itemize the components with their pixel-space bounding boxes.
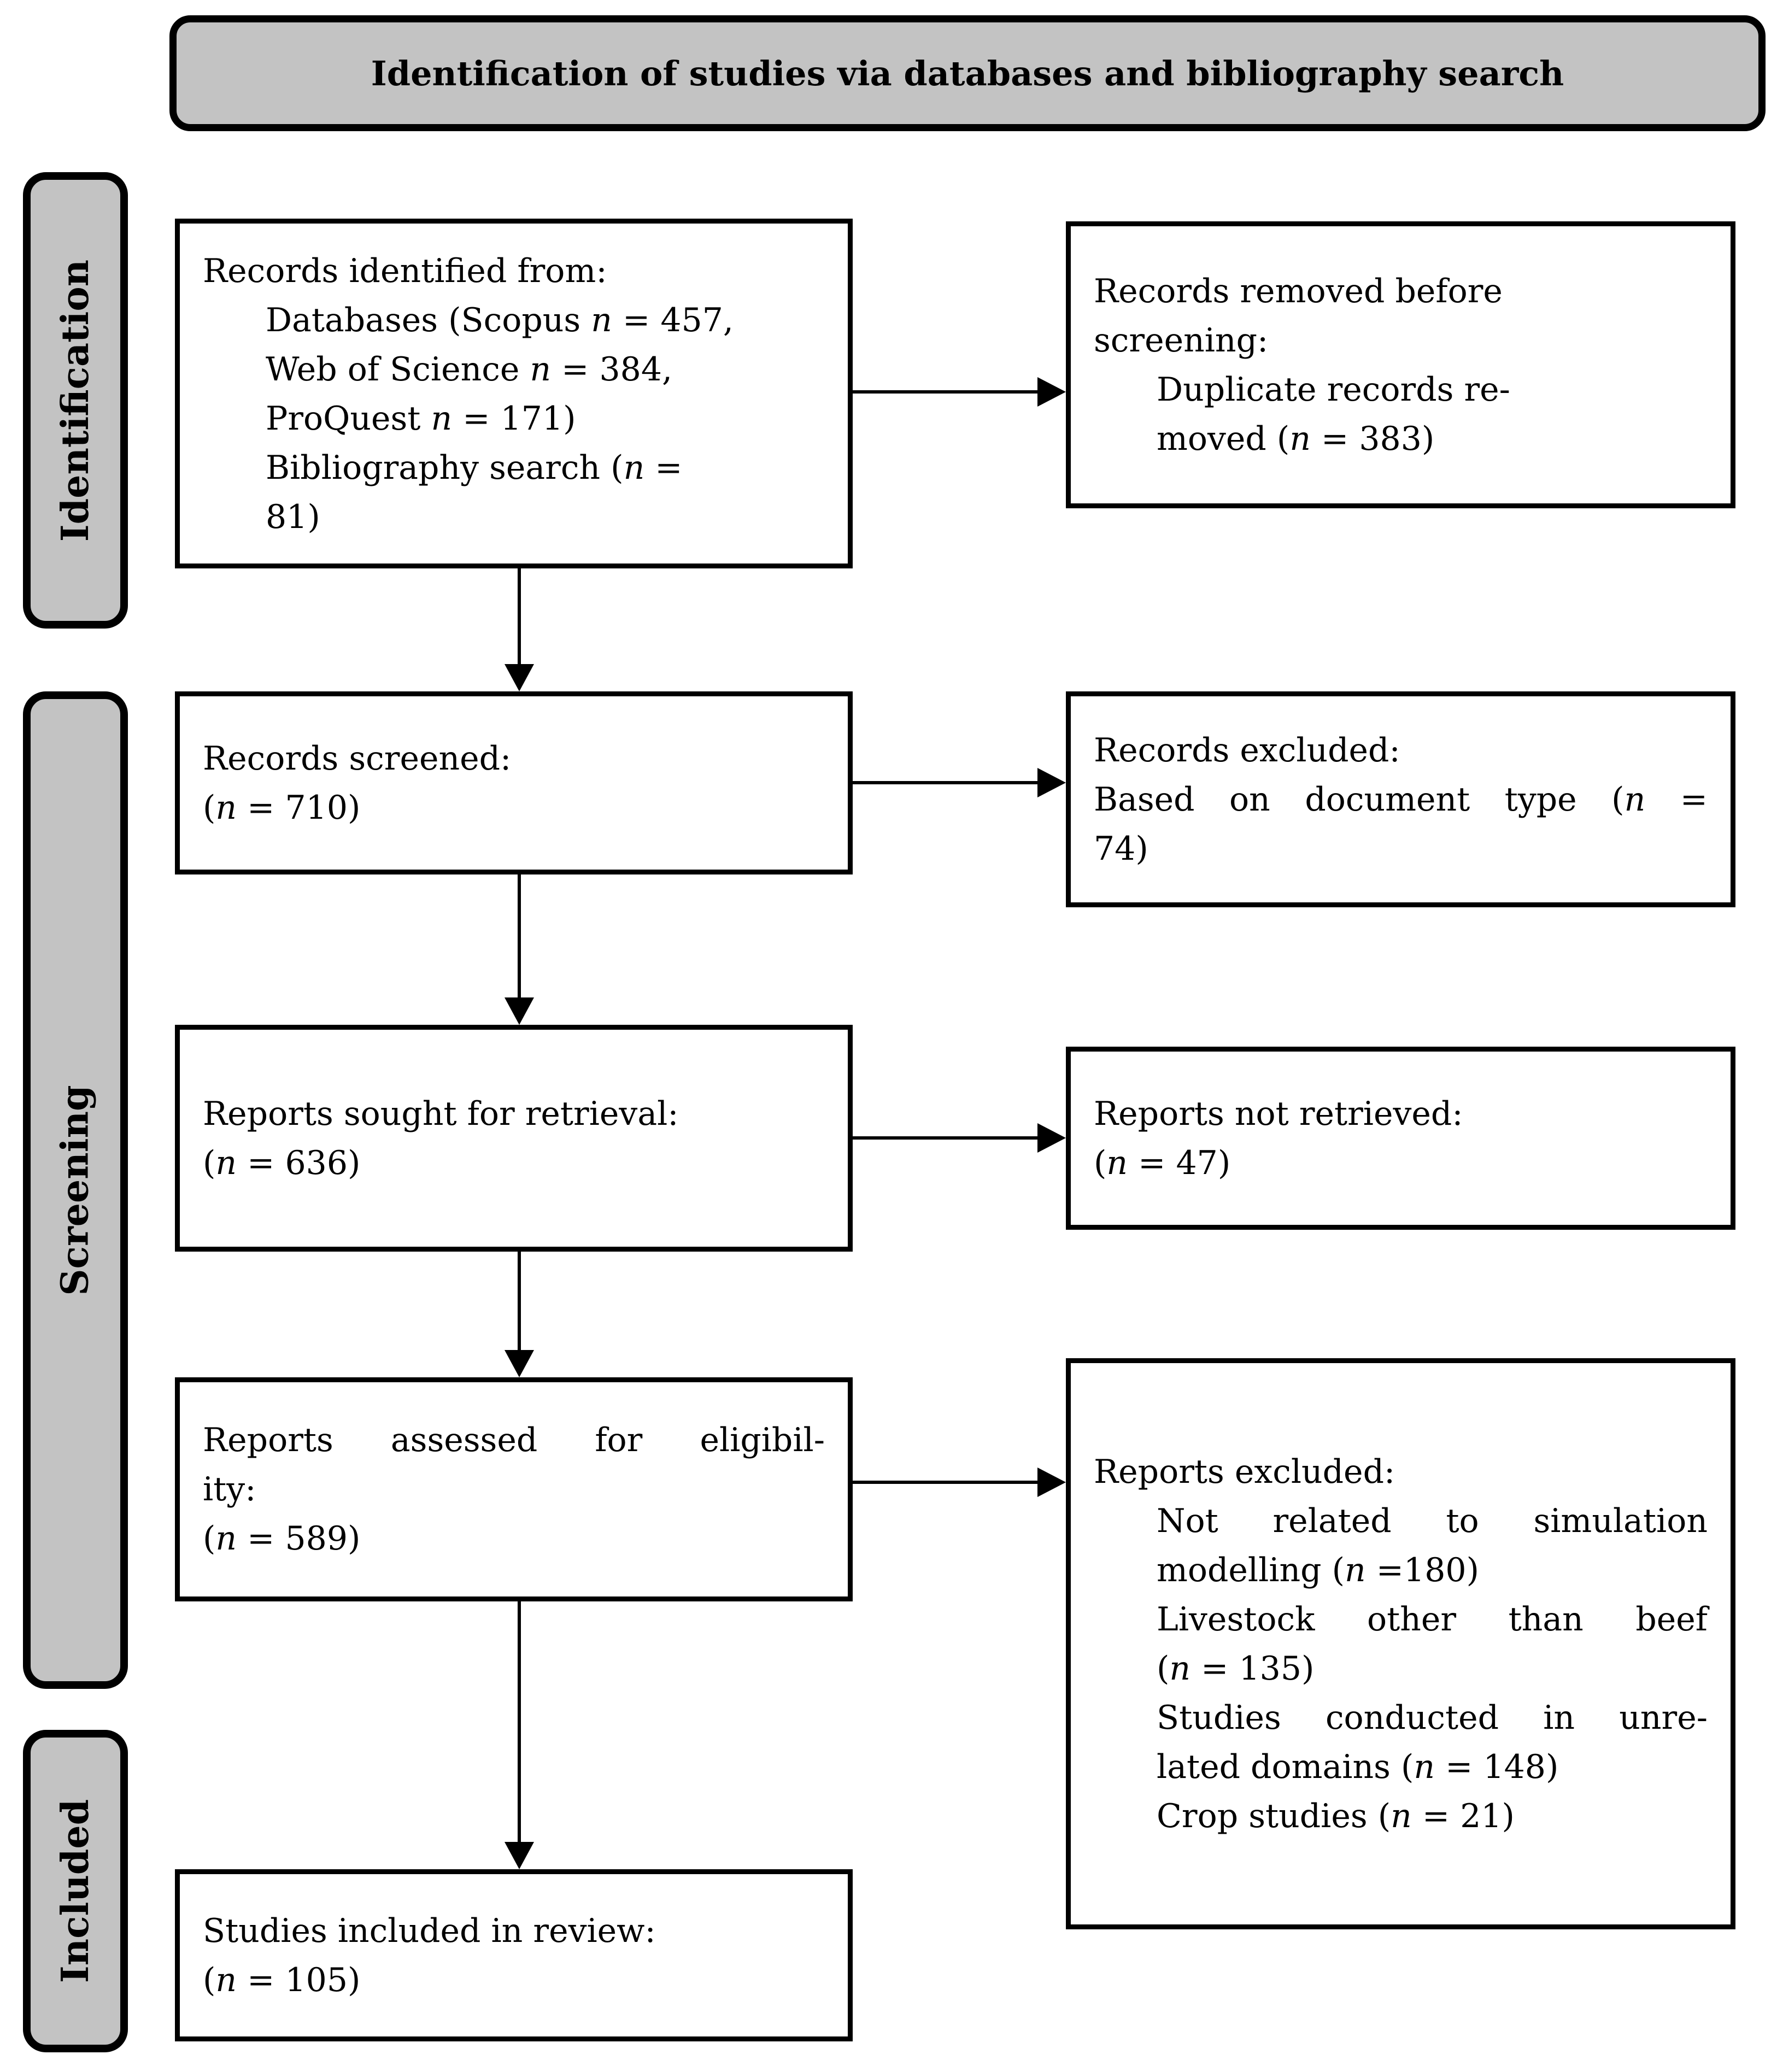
text-line: Studies conducted in unre- — [1157, 1698, 1708, 1737]
box-records-excluded — [1066, 691, 1735, 907]
box-records-identified — [175, 219, 853, 568]
text-line: (n = 636) — [203, 1143, 361, 1182]
text-line: Records screened: — [203, 739, 512, 778]
diagram-title-banner — [169, 15, 1766, 131]
text-line: ity: — [203, 1470, 256, 1508]
arrow-identified-to-screened — [518, 568, 521, 664]
box-records-removed-before-screening — [1066, 221, 1735, 508]
text-line: lated domains (n = 148) — [1157, 1747, 1559, 1786]
box-reports-sought-for-retrieval — [175, 1025, 853, 1252]
arrow-screened-to-excluded — [853, 781, 1037, 784]
stage-label-screening — [23, 691, 128, 1689]
text-line: Reports assessed for eligibil- — [203, 1421, 825, 1459]
text-line: Livestock other than beef — [1157, 1600, 1708, 1639]
arrow-identified-to-removed — [853, 390, 1037, 394]
text-line: Based on document type (n = — [1094, 780, 1708, 819]
text-line: (n = 105) — [203, 1961, 361, 1999]
stage-label-text: Included — [54, 1799, 97, 1983]
text-line: Records excluded: — [1094, 731, 1400, 770]
box-studies-included-in-review — [175, 1869, 853, 2041]
box-reports-assessed-for-eligibility — [175, 1377, 853, 1601]
text-line: 74) — [1094, 829, 1148, 868]
arrow-screened-to-sought — [518, 874, 521, 997]
text-line: Bibliography search (n = — [266, 449, 683, 487]
text-line: Reports excluded: — [1094, 1452, 1395, 1491]
box-records-screened — [175, 691, 853, 874]
text-line: 81) — [266, 498, 320, 536]
text-line: Records removed before — [1094, 272, 1503, 310]
text-line: Duplicate records re- — [1157, 370, 1510, 409]
text-line: Web of Science n = 384, — [266, 350, 673, 389]
text-line: modelling (n =180) — [1157, 1551, 1479, 1589]
stage-label-text: Screening — [54, 1084, 97, 1296]
text-line: Reports sought for retrieval: — [203, 1094, 679, 1133]
box-reports-not-retrieved — [1066, 1047, 1735, 1230]
text-line: screening: — [1094, 321, 1269, 360]
text-line: Databases (Scopus n = 457, — [266, 301, 734, 339]
text-line: Reports not retrieved: — [1094, 1094, 1463, 1133]
text-line: (n = 710) — [203, 788, 361, 827]
text-line: Not related to simulation — [1157, 1501, 1708, 1540]
stage-label-identification — [23, 172, 128, 629]
box-reports-excluded — [1066, 1358, 1735, 1929]
text-line: ProQuest n = 171) — [266, 400, 576, 438]
text-line: (n = 47) — [1094, 1143, 1231, 1182]
text-line: (n = 135) — [1157, 1649, 1315, 1688]
text-line: moved (n = 383) — [1157, 419, 1435, 458]
diagram-title: Identification of studies via databases and bibliography search — [371, 53, 1564, 93]
arrow-assessed-to-reports-excluded — [853, 1481, 1037, 1484]
text-line: Records identified from: — [203, 252, 607, 290]
arrow-sought-to-assessed — [518, 1252, 521, 1350]
arrow-sought-to-not-retrieved — [853, 1136, 1037, 1140]
text-line: Studies included in review: — [203, 1911, 656, 1950]
text-line: Crop studies (n = 21) — [1157, 1797, 1515, 1835]
arrow-assessed-to-included — [518, 1601, 521, 1842]
text-line: (n = 589) — [203, 1519, 361, 1558]
stage-label-text: Identification — [54, 259, 97, 542]
stage-label-included — [23, 1730, 128, 2052]
